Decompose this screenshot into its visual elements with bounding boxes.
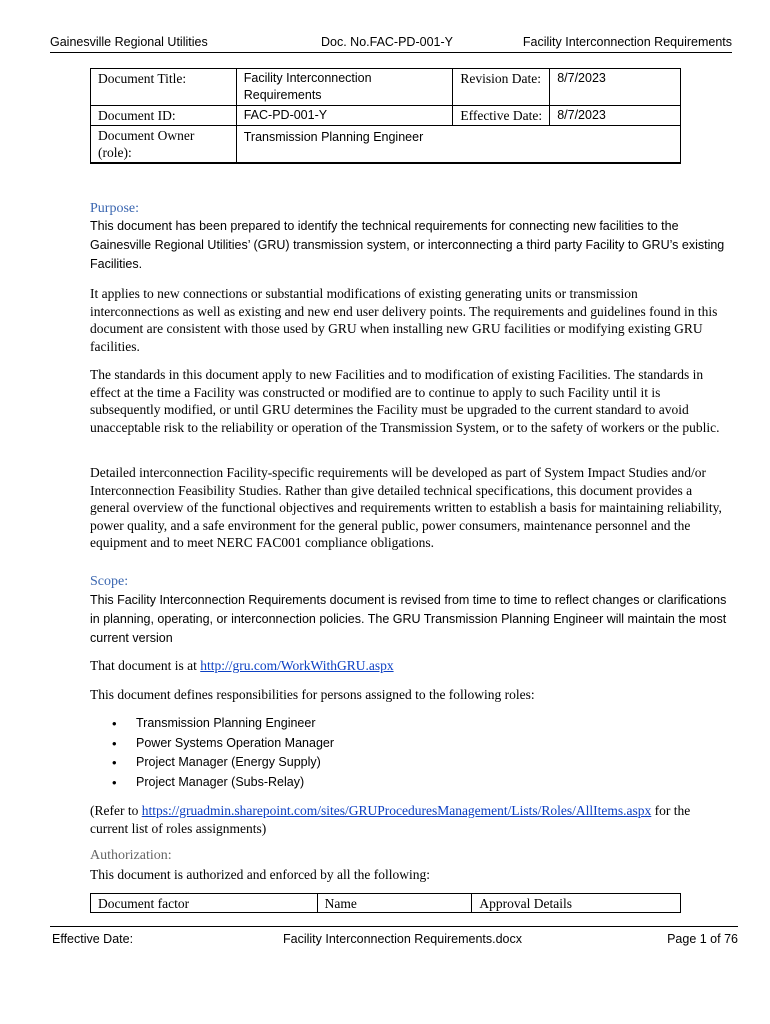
scope-heading: Scope: (90, 574, 129, 589)
authorization-text: This document is authorized and enforced by all the following: (90, 867, 431, 882)
doc-id-value: FAC-PD-001-Y (236, 106, 453, 126)
effective-date-value: 8/7/2023 (550, 106, 681, 126)
list-item: • Transmission Planning Engineer (112, 714, 334, 734)
refer-suffix: for the current list of roles assignments) (90, 803, 691, 836)
doc-id-label: Document ID: (91, 106, 237, 126)
location-prefix: That document is at (90, 658, 201, 673)
page-header (50, 33, 732, 53)
purpose-paragraph-4: Detailed interconnection Facility-specific requirements will be developed as part of System Impact Studies and/or Interconnection Feasibility Studies. Rather than give detailed technical specifications, this document provides a general overview of the functional objectives and requirements written to establish a basis for maintaining reliability, power quality, and a safe environment for the general public, power consumers, maintenance personnel and the equipment and to meet NERC FAC001 compliance obligations. (90, 465, 722, 550)
authorization-heading: Authorization: (90, 848, 172, 863)
table-row (91, 69, 681, 106)
col-document-factor: Document factor (91, 894, 318, 913)
footer-page-number: Page 1 of 76 (667, 932, 738, 946)
revision-date-label: Revision Date: (453, 69, 550, 106)
col-approval-details: Approval Details (472, 894, 681, 913)
header-doc-number: Doc. No.FAC-PD-001-Y (321, 35, 453, 49)
table-row (91, 126, 681, 164)
purpose-heading: Purpose: (90, 201, 139, 216)
authorization-table (90, 893, 681, 913)
owner-label: Document Owner (role): (91, 126, 237, 164)
header-organization: Gainesville Regional Utilities (50, 35, 208, 49)
header-doc-title: Facility Interconnection Requirements (522, 35, 732, 49)
roles-intro: This document defines responsibilities for persons assigned to the following roles: (90, 687, 535, 702)
title-value: Facility Interconnection Requirements (236, 69, 453, 106)
list-item: • Project Manager (Energy Supply) (112, 753, 334, 773)
roles-reference (90, 802, 720, 837)
page-footer (50, 926, 738, 948)
purpose-paragraph-1: This document has been prepared to identify the technical requirements for connecting new facilities to the Gainesville Regional Utilities’ (GRU) transmission system, or interconnecting a third party Facility to GRU’s existing Facilities. (90, 219, 725, 271)
scope-paragraph-1: This Facility Interconnection Requirements document is revised from time to time to reflect changes or clarifications in planning, operating, or interconnection policies. The GRU Transmission Planning Engineer will maintain the most current version (90, 593, 727, 645)
list-item: • Power Systems Operation Manager (112, 734, 334, 754)
list-item: • Project Manager (Subs-Relay) (112, 773, 334, 793)
table-row (91, 106, 681, 126)
document-info-table (90, 68, 681, 164)
purpose-paragraph-2: It applies to new connections or substantial modifications of existing generating units or transmission interconnections as well as existing and new end user delivery points. The requirements and guidelines found in this document are consistent with those used by GRU when installing new GRU facilities or modifying existing GRU facilities. (90, 286, 718, 354)
footer-filename: Facility Interconnection Requirements.docx (283, 932, 523, 946)
effective-date-label: Effective Date: (453, 106, 550, 126)
footer-effective-date: Effective Date: (52, 932, 134, 946)
revision-date-value: 8/7/2023 (550, 69, 681, 106)
refer-prefix: (Refer to (90, 803, 142, 818)
roles-list (112, 714, 334, 792)
owner-value: Transmission Planning Engineer (236, 126, 680, 164)
roles-sharepoint-link[interactable]: https://gruadmin.sharepoint.com/sites/GRUProceduresManagement/Lists/Roles/AllItems.aspx (141, 803, 652, 818)
gru-website-link[interactable]: http://gru.com/WorkWithGRU.aspx (200, 658, 394, 673)
col-name: Name (317, 894, 472, 913)
table-row (91, 894, 681, 913)
document-location (90, 657, 730, 675)
purpose-paragraph-3: The standards in this document apply to new Facilities and to modification of existing Facilities. The standards in effect at the time a Facility was constructed or modified are to continue to apply to such Facility until it is subsequently modified, or until GRU determines the Facility must be upgraded to the current standard to avoid unacceptable risk to the reliability or operation of the Transmission System, or to the safety of workers or the public. (90, 367, 720, 435)
title-label: Document Title: (91, 69, 237, 106)
